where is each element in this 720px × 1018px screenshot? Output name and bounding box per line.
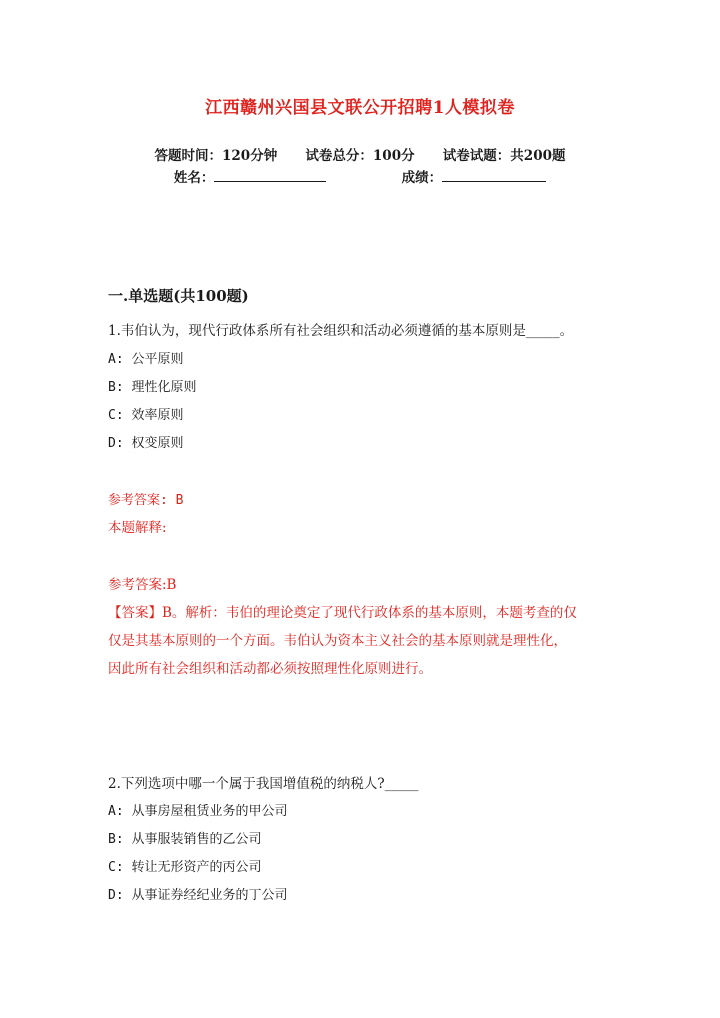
reference-answer-detail: 参考答案:B — [108, 577, 177, 593]
explanation-heading: 本题解释: — [108, 520, 167, 536]
explanation-line: 仅是其基本原则的一个方面。韦伯认为资本主义社会的基本原则就是理性化， — [108, 633, 567, 649]
name-blank[interactable] — [214, 168, 326, 182]
explanation-line: 【答案】B。解析：韦伯的理论奠定了现代行政体系的基本原则，本题考查的仅 — [108, 605, 577, 621]
exam-fill-line — [0, 166, 720, 186]
option-c[interactable]: C: 效率原则 — [108, 408, 184, 423]
option-c[interactable]: C: 转让无形资产的丙公司 — [108, 860, 262, 875]
explanation-line: 因此所有社会组织和活动都必须按照理性化原则进行。 — [108, 661, 432, 677]
page-title: 江西赣州兴国县文联公开招聘1人模拟卷 — [205, 98, 515, 118]
option-b[interactable]: B: 理性化原则 — [108, 380, 197, 395]
exam-total-score: 试卷总分：100分 — [305, 148, 415, 164]
option-d[interactable]: D: 权变原则 — [108, 436, 184, 451]
exam-time: 答题时间：120分钟 — [154, 148, 278, 164]
grade-label: 成绩： — [401, 170, 443, 186]
reference-answer: 参考答案: B — [108, 493, 184, 508]
section-title: 一.单选题(共100题) — [108, 287, 249, 305]
option-b[interactable]: B: 从事服装销售的乙公司 — [108, 832, 262, 847]
option-d[interactable]: D: 从事证券经纪业务的丁公司 — [108, 888, 288, 903]
exam-info-line — [0, 144, 720, 164]
grade-blank[interactable] — [442, 168, 546, 182]
exam-question-count: 试卷试题：共200题 — [442, 148, 566, 164]
question-stem: 2.下列选项中哪一个属于我国增值税的纳税人?_____ — [108, 776, 419, 792]
option-a[interactable]: A: 从事房屋租赁业务的甲公司 — [108, 804, 288, 819]
option-a[interactable]: A: 公平原则 — [108, 352, 184, 367]
question-stem: 1.韦伯认为，现代行政体系所有社会组织和活动必须遵循的基本原则是_____。 — [108, 323, 574, 339]
name-label: 姓名： — [173, 170, 215, 186]
